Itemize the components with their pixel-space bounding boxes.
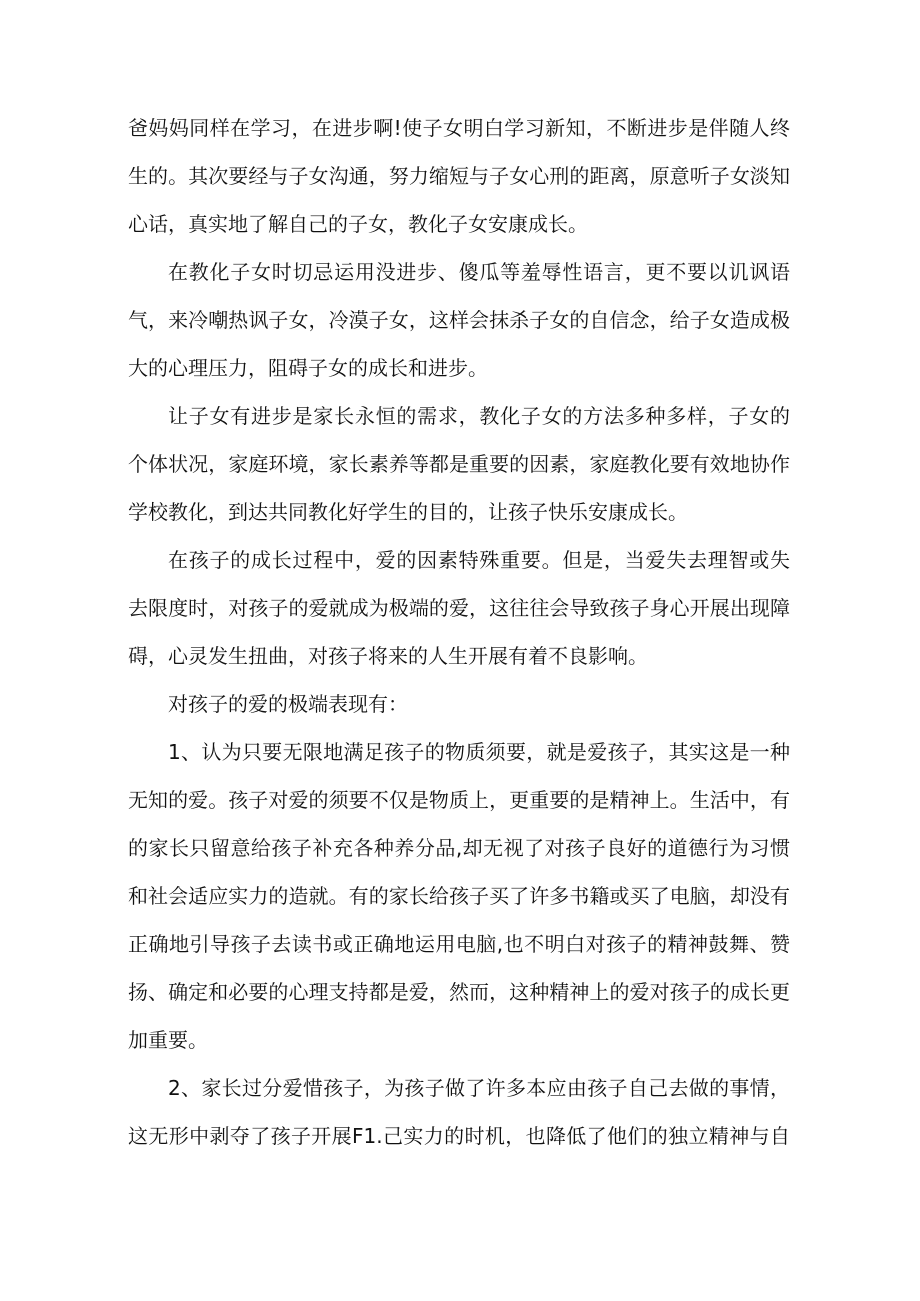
text-line: 1、认为只要无限地满足孩子的物质须要，就是爱孩子，其实这是一种 (168, 740, 790, 764)
text-line: 心话，真实地了解自己的子女，教化子女安康成长。 (128, 212, 588, 236)
paragraph (128, 112, 790, 256)
paragraph (128, 1072, 790, 1168)
text-line: 个体状况，家庭环境，家长素养等都是重要的因素，家庭教化要有效地协作 (128, 452, 790, 476)
document-page (128, 112, 790, 1168)
text-line: 在教化子女时切忌运用没进步、傻瓜等羞辱性语言，更不要以讥讽语 (168, 260, 790, 284)
text-line: 去限度时，对孩子的爱就成为极端的爱，这往往会导致孩子身心开展出现障 (128, 596, 790, 620)
text-line: 让子女有进步是家长永恒的需求，教化子女的方法多种多样，子女的 (168, 404, 790, 428)
paragraph (128, 688, 790, 736)
paragraph (128, 256, 790, 400)
text-line: 爸妈妈同样在学习，在进步啊!使子女明白学习新知，不断进步是伴随人终 (128, 116, 790, 140)
text-line: 碍，心灵发生扭曲，对孩子将来的人生开展有着不良影响。 (128, 644, 648, 668)
text-line: 加重要。 (128, 1028, 208, 1052)
text-line: 和社会适应实力的造就。有的家长给孩子买了许多书籍或买了电脑，却没有 (128, 884, 790, 908)
text-line: 扬、确定和必要的心理支持都是爱，然而，这种精神上的爱对孩子的成长更 (128, 980, 790, 1004)
text-line: 的家长只留意给孩子补充各种养分品,却无视了对孩子良好的道德行为习惯 (128, 836, 790, 860)
text-line: 大的心理压力，阻碍子女的成长和进步。 (128, 356, 488, 380)
text-line: 对孩子的爱的极端表现有： (168, 692, 408, 716)
text-line: 正确地引导孩子去读书或正确地运用电脑,也不明白对孩子的精神鼓舞、赞 (128, 932, 790, 956)
text-line: 学校教化，到达共同教化好学生的目的，让孩子快乐安康成长。 (128, 500, 688, 524)
paragraph (128, 400, 790, 544)
text-line: 这无形中剥夺了孩子开展F1.己实力的时机，也降低了他们的独立精神与自 (128, 1124, 790, 1148)
text-line: 在孩子的成长过程中，爱的因素特殊重要。但是，当爱失去理智或失 (168, 548, 790, 572)
paragraph (128, 736, 790, 1072)
text-line: 生的。其次要经与子女沟通，努力缩短与子女心刑的距离，原意听子女淡知 (128, 164, 790, 188)
text-line: 2、家长过分爱惜孩子，为孩子做了许多本应由孩子自己去做的事情， (168, 1076, 790, 1100)
text-line: 气，来冷嘲热讽子女，冷漠子女，这样会抹杀子女的自信念，给子女造成极 (128, 308, 790, 332)
text-line: 无知的爱。孩子对爱的须要不仅是物质上，更重要的是精神上。生活中，有 (128, 788, 790, 812)
paragraph (128, 544, 790, 688)
